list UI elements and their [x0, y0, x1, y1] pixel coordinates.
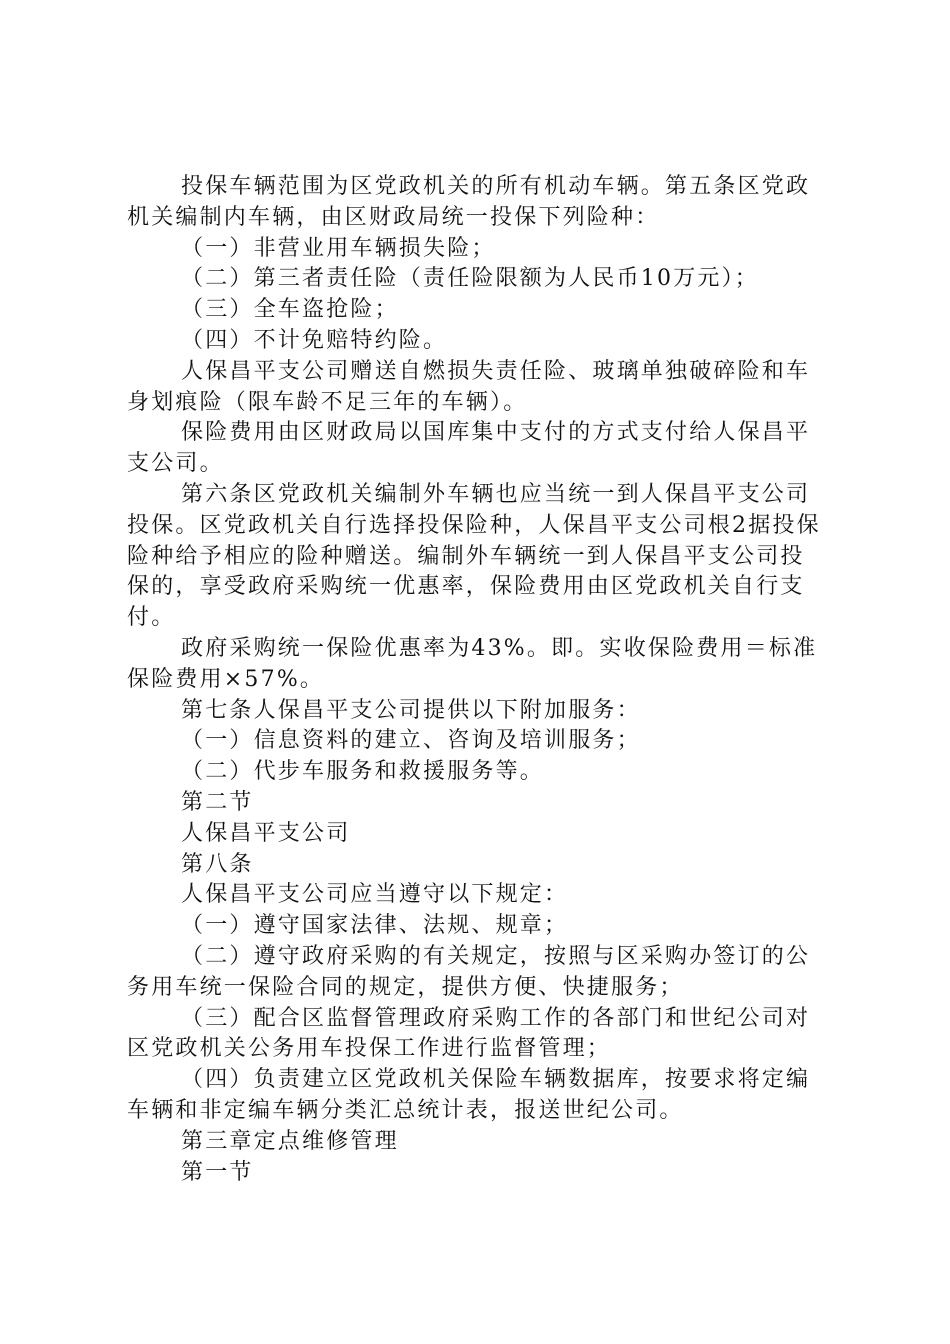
- paragraph-item-1: （一）非营业用车辆损失险；: [181, 235, 496, 261]
- paragraph-service-2: （二）代步车服务和救援服务等。: [181, 759, 545, 785]
- document-body: [127, 172, 827, 1188]
- section-title-company: 人保昌平支公司: [181, 820, 351, 846]
- section-heading-1: 第一节: [181, 1159, 254, 1185]
- paragraph-discount-rate: 政府采购统一保险优惠率为43%。即。实收保险费用＝标准保险费用×57%。: [127, 635, 818, 692]
- paragraph-article-8-intro: 人保昌平支公司应当遵守以下规定：: [181, 882, 569, 908]
- paragraph-article-7: 第七条人保昌平支公司提供以下附加服务：: [181, 697, 641, 723]
- section-heading-2: 第二节: [181, 789, 254, 815]
- paragraph-gift-insurance: 人保昌平支公司赠送自燃损失责任险、玻璃单独破碎险和车身划痕险（限车龄不足三年的车辆）。: [127, 358, 811, 415]
- paragraph-item-4: （四）不计免赔特约险。: [181, 327, 448, 353]
- paragraph-item-2: （二）第三者责任险（责任险限额为人民币10万元）；: [181, 266, 759, 292]
- paragraph-rule-4: （四）负责建立区党政机关保险车辆数据库，按要求将定编车辆和非定编车辆分类汇总统计表，报送世纪公司。: [127, 1067, 811, 1123]
- paragraph-scope: 投保车辆范围为区党政机关的所有机动车辆。第五条区党政机关编制内车辆，由区财政局统一投保下列险种：: [127, 174, 811, 230]
- paragraph-rule-3: （三）配合区监督管理政府采购工作的各部门和世纪公司对区党政机关公务用车投保工作进行监督管理；: [127, 1005, 811, 1062]
- paragraph-item-3: （三）全车盗抢险；: [181, 297, 399, 323]
- article-8-heading: 第八条: [181, 851, 254, 877]
- paragraph-rule-2: （二）遵守政府采购的有关规定，按照与区采购办签订的公务用车统一保险合同的规定，提供方便、快捷服务；: [127, 943, 811, 1000]
- chapter-heading-3: 第三章定点维修管理: [181, 1128, 399, 1154]
- paragraph-rule-1: （一）遵守国家法律、法规、规章；: [181, 913, 569, 939]
- paragraph-payment: 保险费用由区财政局以国库集中支付的方式支付给人保昌平支公司。: [127, 420, 811, 477]
- paragraph-service-1: （一）信息资料的建立、咨询及培训服务；: [181, 728, 641, 754]
- paragraph-article-6: 第六条区党政机关编制外车辆也应当统一到人保昌平支公司投保。区党政机关自行选择投保险种，人保昌平支公司根2据投保险种给予相应的险种赠送。编制外车辆统一到人保昌平支公司投保的，享受政府采购统一优惠率，保险费用由区党政机关自行支付。: [127, 481, 821, 631]
